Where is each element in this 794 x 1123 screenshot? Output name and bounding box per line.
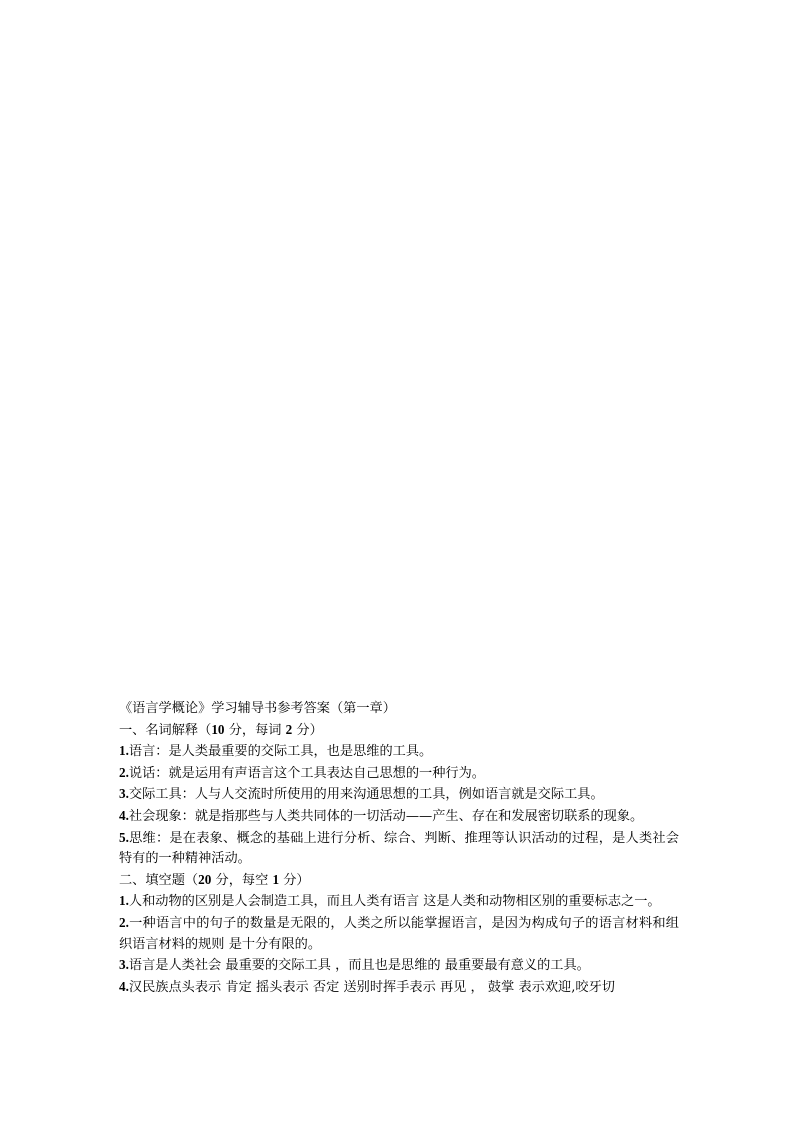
section1-heading-text-mid: 分，每词 [224,722,286,738]
item-number: 3. [119,786,129,802]
item-text: 汉民族点头表示 肯定 摇头表示 否定 送别时挥手表示 再见 ， 鼓掌 表示欢迎,咬牙切 [128,979,615,995]
item-text: 说话：就是运用有声语言这个工具表达自己思想的一种行为。 [128,765,485,781]
item-text: 一种语言中的句子的数量是无限的，人类之所以能掌握语言，是因为构成句子的语言材料和组织语言材料的规则 是十分有限的。 [119,915,679,952]
section1-heading-each: 2 [285,721,293,737]
item-number: 2. [119,764,129,780]
item-number: 4. [119,978,129,994]
fill-blank-item [119,913,679,955]
definition-item [119,763,679,785]
item-text: 社会现象：就是指那些与人类共同体的一切活动——产生、存在和发展密切联系的现象。 [128,808,644,824]
section2-heading-text-end: 分） [279,872,310,888]
item-number: 1. [119,893,129,909]
section2-heading-total: 20 [198,871,212,887]
item-text: 语言：是人类最重要的交际工具，也是思维的工具。 [128,744,433,760]
definition-item [119,784,679,806]
fill-blank-item [119,891,679,913]
item-number: 1. [119,743,129,759]
item-number: 3. [119,957,129,973]
item-number: 5. [119,829,129,845]
document-title: 《语言学概论》学习辅导书参考答案（第一章） [119,701,396,716]
item-text: 人和动物的区别是人会制造工具，而且人类有语言 这是人类和动物相区别的重要标志之一。 [128,894,661,910]
item-text: 思维：是在表象、概念的基础上进行分析、综合、判断、推理等认识活动的过程，是人类社会特有的一种精神活动。 [119,830,679,867]
section2-heading [119,870,679,892]
section1-heading-text-end: 分） [292,722,323,738]
section2-heading-each: 1 [272,871,280,887]
section2-heading-text-mid: 分，每空 [211,872,273,888]
item-text: 交际工具：人与人交流时所使用的用来沟通思想的工具，例如语言就是交际工具。 [128,787,604,803]
fill-blank-item [119,977,679,999]
section1-heading-total: 10 [211,721,225,737]
document-body [119,699,679,998]
section2-heading-text: 二、填空题（ [119,872,199,888]
section1-heading-text: 一、名词解释（ [119,722,212,738]
item-number: 4. [119,807,129,823]
item-text: 语言是人类社会 最重要的交际工具 ，而且也是思维的 最重要最有意义的工具。 [128,958,590,974]
item-number: 2. [119,914,129,930]
definition-item [119,806,679,828]
section1-heading [119,720,679,742]
definition-item [119,741,679,763]
fill-blank-item [119,955,679,977]
definition-item [119,828,679,870]
